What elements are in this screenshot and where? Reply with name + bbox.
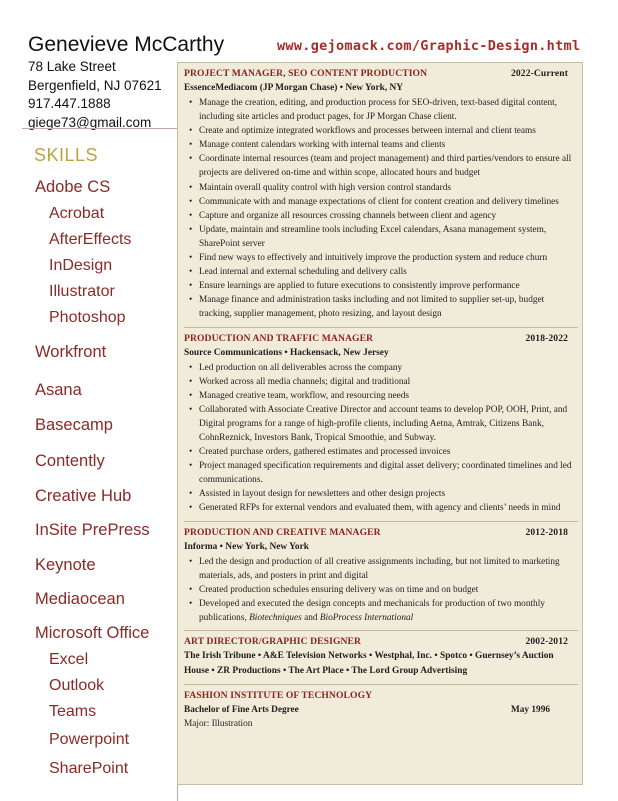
degree: Bachelor of Fine Arts Degree (184, 705, 299, 715)
education-section (184, 689, 578, 731)
list-item: • Worked across all media channels; digital and traditional (184, 375, 578, 389)
job-title: PRODUCTION AND TRAFFIC MANAGER (184, 332, 374, 344)
job-bullets (184, 361, 578, 516)
list-item: • Manage content calendars working with internal teams and clients (184, 138, 578, 152)
bullet-text: Developed and executed the design concepts and mechanicals for production of two monthly publications, (199, 598, 545, 623)
skill-item: AfterEffects (49, 231, 132, 248)
skill-item: Creative Hub (35, 487, 132, 505)
job-heading (184, 67, 578, 81)
skill-item: Excel (49, 651, 89, 668)
list-item: • Led the design and production of all creative assignments including, but not limited to marketing materials, ads, and posters in print and digital (184, 555, 578, 583)
job-section (184, 332, 578, 516)
list-item: • Coordinate internal resources (team and project management) and third parties/vendors to ensure all projects are delivered on-time and within scope, allocated hours and budget (184, 152, 578, 180)
list-item: • Managed creative team, workflow, and resourcing needs (184, 389, 578, 403)
school-name (184, 689, 578, 703)
section-divider (184, 630, 578, 631)
job-company: Source Communications • Hackensack, New Jersey (184, 347, 389, 358)
list-item: • Manage finance and administration tasks including and not limited to supplier set-up, budget tracking, supplier management, photo resizing, and layout design (184, 293, 578, 321)
skill-item: Illustrator (49, 283, 115, 300)
experience-content (184, 67, 578, 731)
job-section (184, 526, 578, 625)
job-bullets (184, 555, 578, 625)
bullet-text: and (301, 612, 320, 623)
list-item: • Communicate with and manage expectations of client for content creation and delivery timelines (184, 195, 578, 209)
skill-item: Contently (35, 452, 105, 470)
list-item: • Created purchase orders, gathered estimates and processed invoices (184, 445, 578, 459)
skill-item: InSite PrePress (35, 521, 150, 539)
job-dates: 2022-Current (511, 68, 568, 79)
list-item: • Ensure learnings are applied to future executions to consistently improve performance (184, 279, 578, 293)
degree-date: May 1996 (511, 705, 550, 715)
skill-item: Teams (49, 703, 97, 720)
list-item: • Collaborated with Associate Creative Director and account teams to develop POP, OOH, Print, and Digital programs for a range of high-profile clients, including Aetna, Amtrak, Citizens Bank, CohnReznick, Investors Bank, Tropical Smoothie, and Subway. (184, 403, 578, 445)
email-address[interactable]: giege73@gmail.com (28, 114, 152, 130)
address-line-2: Bergenfield, NJ 07621 (28, 77, 162, 93)
list-item: • Find new ways to effectively and intuitively improve the production system and reduce churn (184, 251, 578, 265)
job-bullets (184, 96, 578, 322)
job-section (184, 635, 578, 679)
section-divider (184, 521, 578, 522)
job-title: ART DIRECTOR/GRAPHIC DESIGNER (184, 636, 362, 647)
list-item (184, 597, 578, 625)
skill-item: Microsoft Office (35, 624, 150, 642)
list-item: • Created production schedules ensuring delivery was on time and on budget (184, 583, 578, 597)
job-title: PRODUCTION AND CREATIVE MANAGER (184, 526, 381, 538)
publication-name: BioProcess International (319, 612, 414, 623)
job-heading (184, 526, 578, 540)
list-item: • Create and optimize integrated workflows and processes between internal and client teams (184, 124, 578, 138)
skill-item: Workfront (35, 343, 107, 361)
candidate-name: Genevieve McCarthy (28, 33, 225, 56)
skill-item: InDesign (49, 257, 113, 274)
list-item: • Capture and organize all resources crossing channels between client and agency (184, 209, 578, 223)
list-item: • Generated RFPs for external vendors and evaluated them, with agency and clients’ needs in mind (184, 501, 578, 515)
section-divider (184, 327, 578, 328)
skill-item: Basecamp (35, 416, 113, 434)
list-item: • Update, maintain and streamline tools including Excel calendars, Asana management system, SharePoint server (184, 223, 578, 251)
list-item: • Assisted in layout design for newsletters and other design projects (184, 487, 578, 501)
skill-item: Mediaocean (35, 590, 125, 608)
job-heading (184, 635, 578, 649)
skill-item: Asana (35, 381, 82, 399)
job-section (184, 67, 578, 322)
job-title: PROJECT MANAGER, SEO CONTENT PRODUCTION (184, 68, 428, 79)
address-line-1: 78 Lake Street (28, 59, 116, 74)
skill-item: SharePoint (49, 760, 129, 777)
job-company: Informa • New York, New York (184, 541, 309, 552)
major: Major: Illustration (184, 719, 253, 729)
school-title: FASHION INSTITUTE OF TECHNOLOGY (184, 690, 373, 701)
contact-block (28, 58, 162, 132)
skill-item: Powerpoint (49, 731, 130, 748)
skill-item: Outlook (49, 677, 105, 694)
list-item: • Led production on all deliverables across the company (184, 361, 578, 375)
list-item: • Maintain overall quality control with high version control standards (184, 181, 578, 195)
job-company: EssenceMediacom (JP Morgan Chase) • New York, NY (184, 83, 404, 93)
list-item: • Lead internal and external scheduling and delivery calls (184, 265, 578, 279)
list-item: • Project managed specification requirements and digital asset delivery; coordinated timelines and led communications. (184, 459, 578, 487)
portfolio-url[interactable]: www.gejomack.com/Graphic-Design.html (277, 38, 581, 54)
skills-heading: SKILLS (34, 145, 99, 165)
phone-number: 917.447.1888 (28, 96, 111, 111)
job-dates: 2002-2012 (525, 636, 568, 647)
publication-name: Biotechniques (249, 612, 302, 623)
skill-item: Photoshop (49, 309, 126, 326)
skill-item: Acrobat (49, 205, 105, 222)
job-heading (184, 332, 578, 346)
skill-item: Adobe CS (35, 178, 111, 196)
section-divider (184, 684, 578, 685)
job-company: The Irish Tribune • A&E Television Networks • Westphal, Inc. • Spotco • Guernsey’s Auction House • ZR Productions • The Art Place • The Lord Group Advertising (184, 651, 554, 676)
skill-item: Keynote (35, 556, 96, 574)
list-item: • Manage the creation, editing, and production process for SEO-driven, text-based digital content, including site articles and product pages, for JP Morgan Chase client. (184, 96, 578, 124)
degree-row (184, 703, 578, 717)
job-dates: 2012-2018 (525, 526, 568, 538)
job-dates: 2018-2022 (525, 332, 568, 344)
